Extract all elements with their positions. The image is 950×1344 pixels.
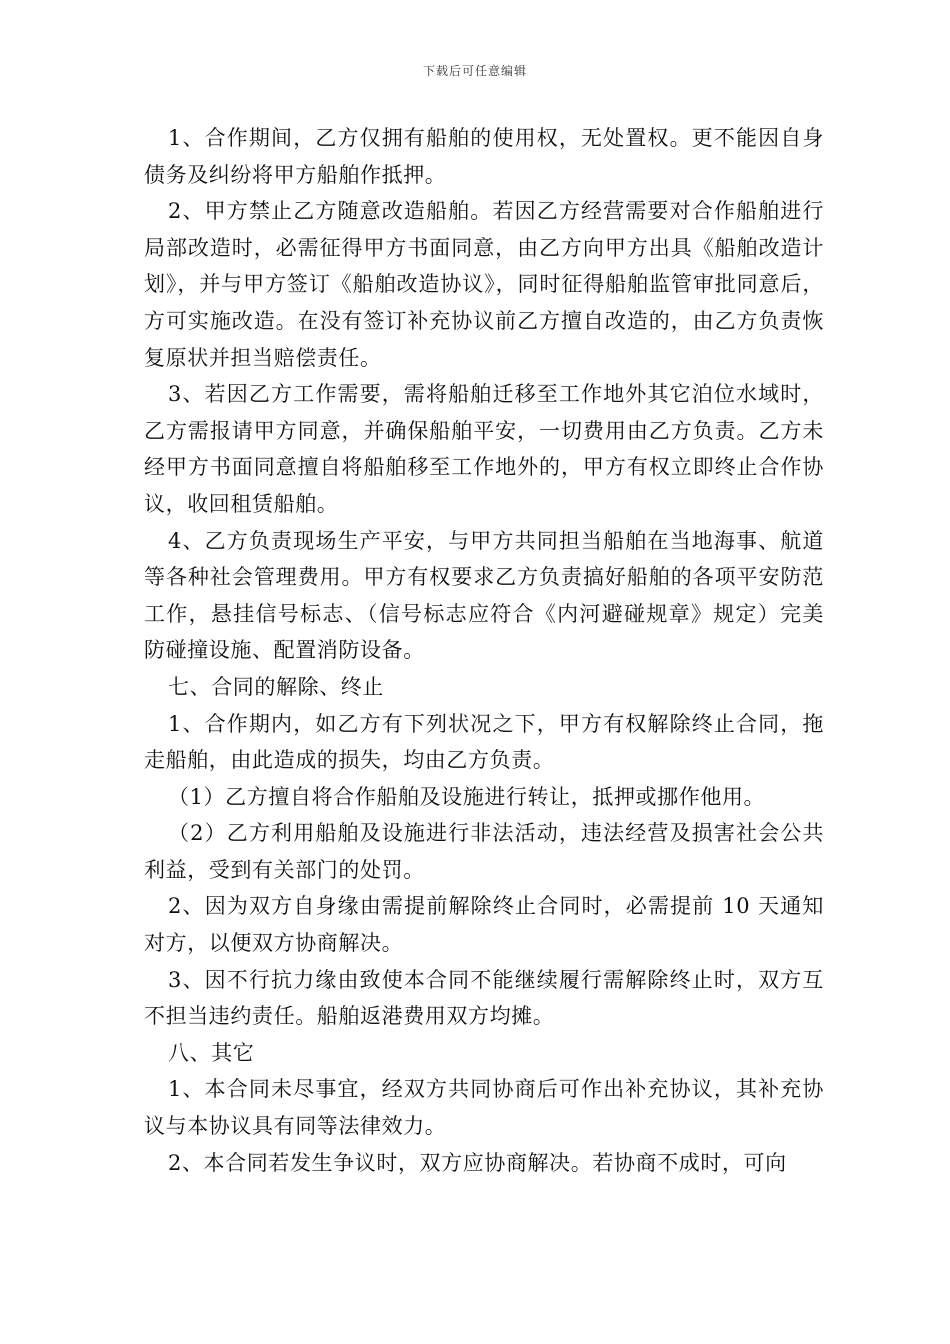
section-7-heading: 七、合同的解除、终止 [168,674,384,699]
section-7-item-2-paragraph: （2）乙方利用船舶及设施进行非法活动，违法经营及损害社会公共利益，受到有关部门的处罚。 [144,821,824,882]
clause-4-paragraph: 4、乙方负责现场生产平安，与甲方共同担当船舶在当地海事、航道等各种社会管理费用。甲方有权要求乙方负责搞好船舶的各项平安防范工作，悬挂信号标志、（信号标志应符合《内河避碰规章》规定）完美防碰撞设施、配置消防设备。 [144,528,824,663]
section-7-item-1-paragraph: （1）乙方擅自将合作船舶及设施进行转让，抵押或挪作他用。 [168,784,766,809]
section-7-clause-2-paragraph: 2、因为双方自身缘由需提前解除终止合同时，必需提前 10 天通知对方，以便双方协商解决。 [144,894,824,956]
clause-2-paragraph: 2、甲方禁止乙方随意改造船舶。若因乙方经营需要对合作船舶进行局部改造时，必需征得甲方书面同意，由乙方向甲方出具《船舶改造计划》，并与甲方签订《船舶改造协议》，同时征得船舶监管审批同意后，方可实施改造。在没有签订补充协议前乙方擅自改造的，由乙方负责恢复原状并担当赔偿责任。 [144,199,824,370]
document-body [144,120,824,1181]
section-8-clause-1-paragraph: 1、本合同未尽事宜，经双方共同协商后可作出补充协议，其补充协议与本协议具有同等法律效力。 [144,1077,824,1139]
section-8-heading: 八、其它 [168,1040,255,1065]
page-header: 下载后可任意编辑 [422,64,527,78]
section-7-clause-1-paragraph: 1、合作期内，如乙方有下列状况之下，甲方有权解除终止合同，拖走船舶，由此造成的损失，均由乙方负责。 [144,711,824,773]
section-8-clause-2-paragraph: 2、本合同若发生争议时，双方应协商解决。若协商不成时，可向 [168,1150,787,1175]
section-7-clause-3-paragraph: 3、因不行抗力缘由致使本合同不能继续履行需解除终止时，双方互不担当违约责任。船舶返港费用双方均摊。 [144,967,824,1029]
clause-3-paragraph: 3、若因乙方工作需要，需将船舶迁移至工作地外其它泊位水域时，乙方需报请甲方同意，并确保船舶平安，一切费用由乙方负责。乙方未经甲方书面同意擅自将船舶移至工作地外的，甲方有权立即终止合作协议，收回租赁船舶。 [144,382,824,516]
clause-1-paragraph: 1、合作期间，乙方仅拥有船舶的使用权，无处置权。更不能因自身债务及纠纷将甲方船舶作抵押。 [144,126,824,187]
